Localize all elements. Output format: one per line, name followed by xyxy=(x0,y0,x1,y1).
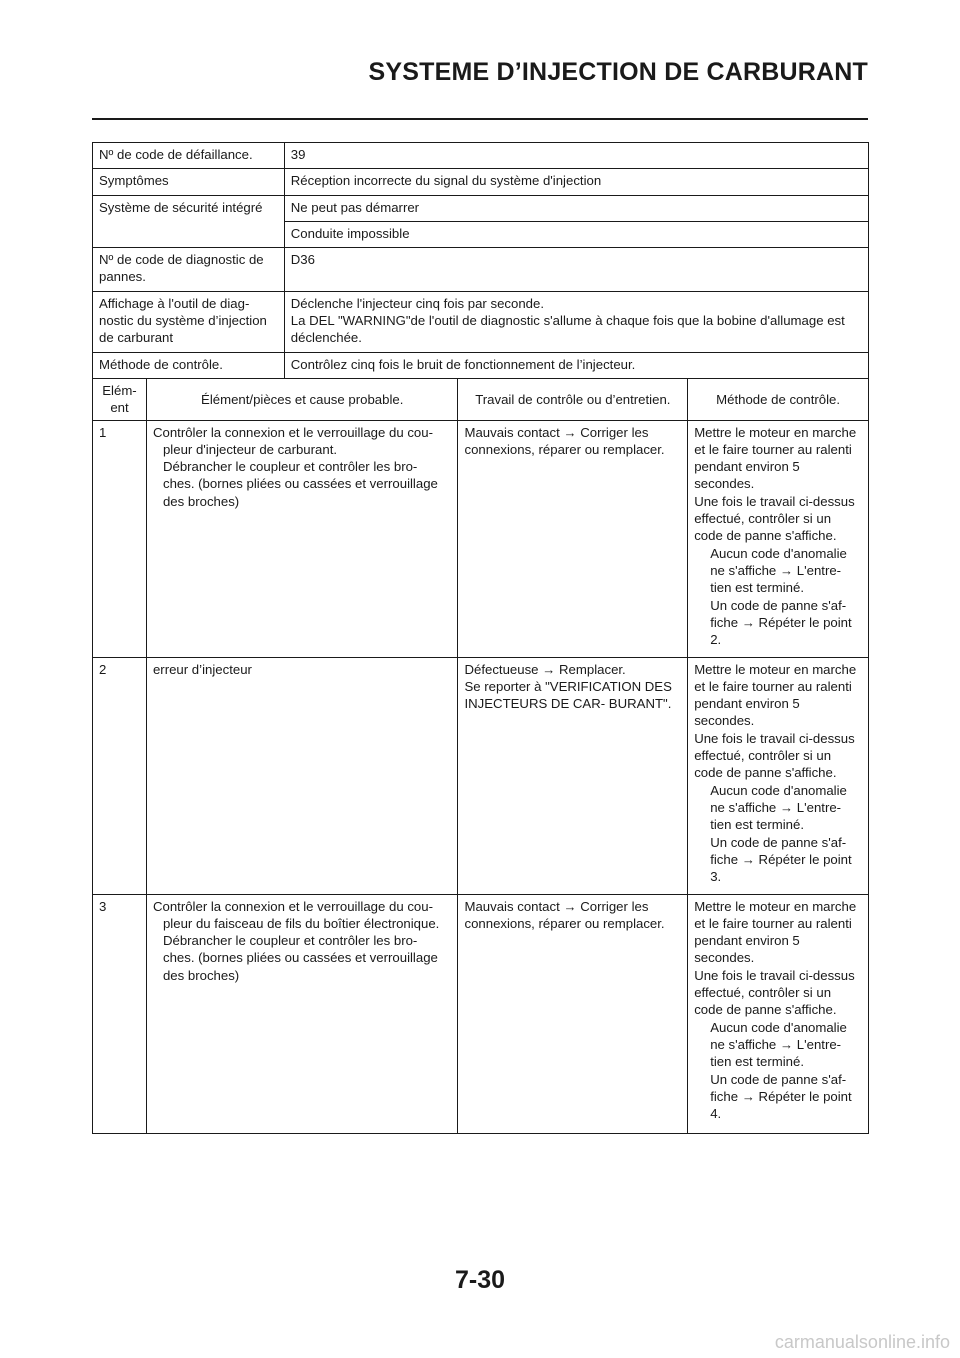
method-line: Un code de panne s'af- fiche → Répéter le point 2. xyxy=(710,597,852,648)
col-header-cause: Élément/pièces et cause probable. xyxy=(146,378,458,420)
failsafe-label: Système de sécurité intégré xyxy=(93,195,285,248)
diag-code-value: D36 xyxy=(284,248,868,292)
cause-line: Contrôler la connexion et le verrouillage du cou- xyxy=(152,424,433,440)
check-method-row xyxy=(93,352,869,378)
work-line: Mauvais contact → Corriger les connexions, réparer ou remplacer. xyxy=(464,424,665,457)
fault-code-row xyxy=(93,143,869,169)
method-line: Aucun code d'anomalie ne s'affiche → L'entre- tien est terminé. xyxy=(710,782,847,833)
title-divider xyxy=(92,118,868,120)
row-cause xyxy=(146,894,458,1133)
row-work xyxy=(458,420,688,657)
method-line: Une fois le travail ci-dessus effectué, contrôler si un code de panne s'affiche. xyxy=(694,967,855,1018)
table-row xyxy=(93,894,869,1133)
method-line: Une fois le travail ci-dessus effectué, contrôler si un code de panne s'affiche. xyxy=(694,730,855,781)
display-value-line-2: La DEL "WARNING"de l'outil de diagnostic s'allume à chaque fois que la bobine d'allumage est déclenchée. xyxy=(290,313,845,346)
diagnostic-table xyxy=(92,142,869,1134)
row-work xyxy=(458,894,688,1133)
work-line: Défectueuse → Remplacer. xyxy=(464,661,626,677)
diag-code-label: Nº de code de diagnostic de pannes. xyxy=(93,248,285,292)
display-label: Affichage à l'outil de diag- nostic du système d’injection de carburant xyxy=(93,291,285,352)
cause-line: Débrancher le coupleur et contrôler les bro- xyxy=(162,933,418,949)
display-value xyxy=(284,291,868,352)
row-method xyxy=(688,657,869,894)
page-number: 7-30 xyxy=(454,1266,506,1294)
cause-line: ches. (bornes pliées ou cassées et verrouillage xyxy=(162,950,438,966)
row-method xyxy=(688,894,869,1133)
method-line: Mettre le moteur en marche et le faire tourner au ralenti pendant environ 5 secondes. xyxy=(694,898,857,966)
fault-code-value: 39 xyxy=(284,143,868,169)
row-number: 3 xyxy=(93,894,147,1133)
cause-line: des broches) xyxy=(162,967,240,983)
symptoms-value: Réception incorrecte du signal du système d'injection xyxy=(284,169,868,195)
cause-line: erreur d’injecteur xyxy=(152,661,252,677)
row-cause xyxy=(146,657,458,894)
page-title: SYSTEME D’INJECTION DE CARBURANT xyxy=(368,58,868,86)
method-line: Un code de panne s'af- fiche → Répéter le point 3. xyxy=(710,834,852,885)
cause-line: Débrancher le coupleur et contrôler les bro- xyxy=(162,459,418,475)
cause-line: pleur d'injecteur de carburant. xyxy=(162,441,338,457)
row-method xyxy=(688,420,869,657)
method-line: Mettre le moteur en marche et le faire tourner au ralenti pendant environ 5 secondes. xyxy=(694,424,857,492)
col-header-method: Méthode de contrôle. xyxy=(688,378,869,420)
display-value-line-1: Déclenche l'injecteur cinq fois par seconde. xyxy=(290,295,545,311)
cause-line: Contrôler la connexion et le verrouillage du cou- xyxy=(152,898,433,914)
method-line: Mettre le moteur en marche et le faire tourner au ralenti pendant environ 5 secondes. xyxy=(694,661,857,729)
cause-line: pleur du faisceau de fils du boîtier électronique. xyxy=(162,915,440,931)
symptoms-row xyxy=(93,169,869,195)
failsafe-value-drive: Conduite impossible xyxy=(284,221,868,247)
method-line: Un code de panne s'af- fiche → Répéter le point 4. xyxy=(710,1071,852,1122)
cause-line: ches. (bornes pliées ou cassées et verrouillage xyxy=(162,476,438,492)
fault-code-label: Nº de code de défaillance. xyxy=(93,143,285,169)
failsafe-row xyxy=(93,195,869,221)
work-line: Se reporter à "VERIFICATION DES INJECTEURS DE CAR- BURANT". xyxy=(464,678,672,712)
col-header-item: Elém- ent xyxy=(93,378,147,420)
work-line: Mauvais contact → Corriger les connexions, réparer ou remplacer. xyxy=(464,898,665,931)
failsafe-value-start: Ne peut pas démarrer xyxy=(284,195,868,221)
diag-code-row xyxy=(93,248,869,292)
display-row xyxy=(93,291,869,352)
symptoms-label: Symptômes xyxy=(93,169,285,195)
row-number: 2 xyxy=(93,657,147,894)
row-number: 1 xyxy=(93,420,147,657)
column-header-row xyxy=(93,378,869,420)
table-row xyxy=(93,420,869,657)
row-work xyxy=(458,657,688,894)
method-line: Aucun code d'anomalie ne s'affiche → L'entre- tien est terminé. xyxy=(710,545,847,596)
footer-watermark-url: carmanualsonline.info xyxy=(774,1332,950,1352)
row-cause xyxy=(146,420,458,657)
table-row xyxy=(93,657,869,894)
method-line: Aucun code d'anomalie ne s'affiche → L'entre- tien est terminé. xyxy=(710,1019,847,1070)
check-method-value: Contrôlez cinq fois le bruit de fonctionnement de l’injecteur. xyxy=(284,352,868,378)
cause-line: des broches) xyxy=(162,493,240,509)
col-header-work: Travail de contrôle ou d’entretien. xyxy=(458,378,688,420)
check-method-label: Méthode de contrôle. xyxy=(93,352,285,378)
method-line: Une fois le travail ci-dessus effectué, contrôler si un code de panne s'affiche. xyxy=(694,493,855,544)
